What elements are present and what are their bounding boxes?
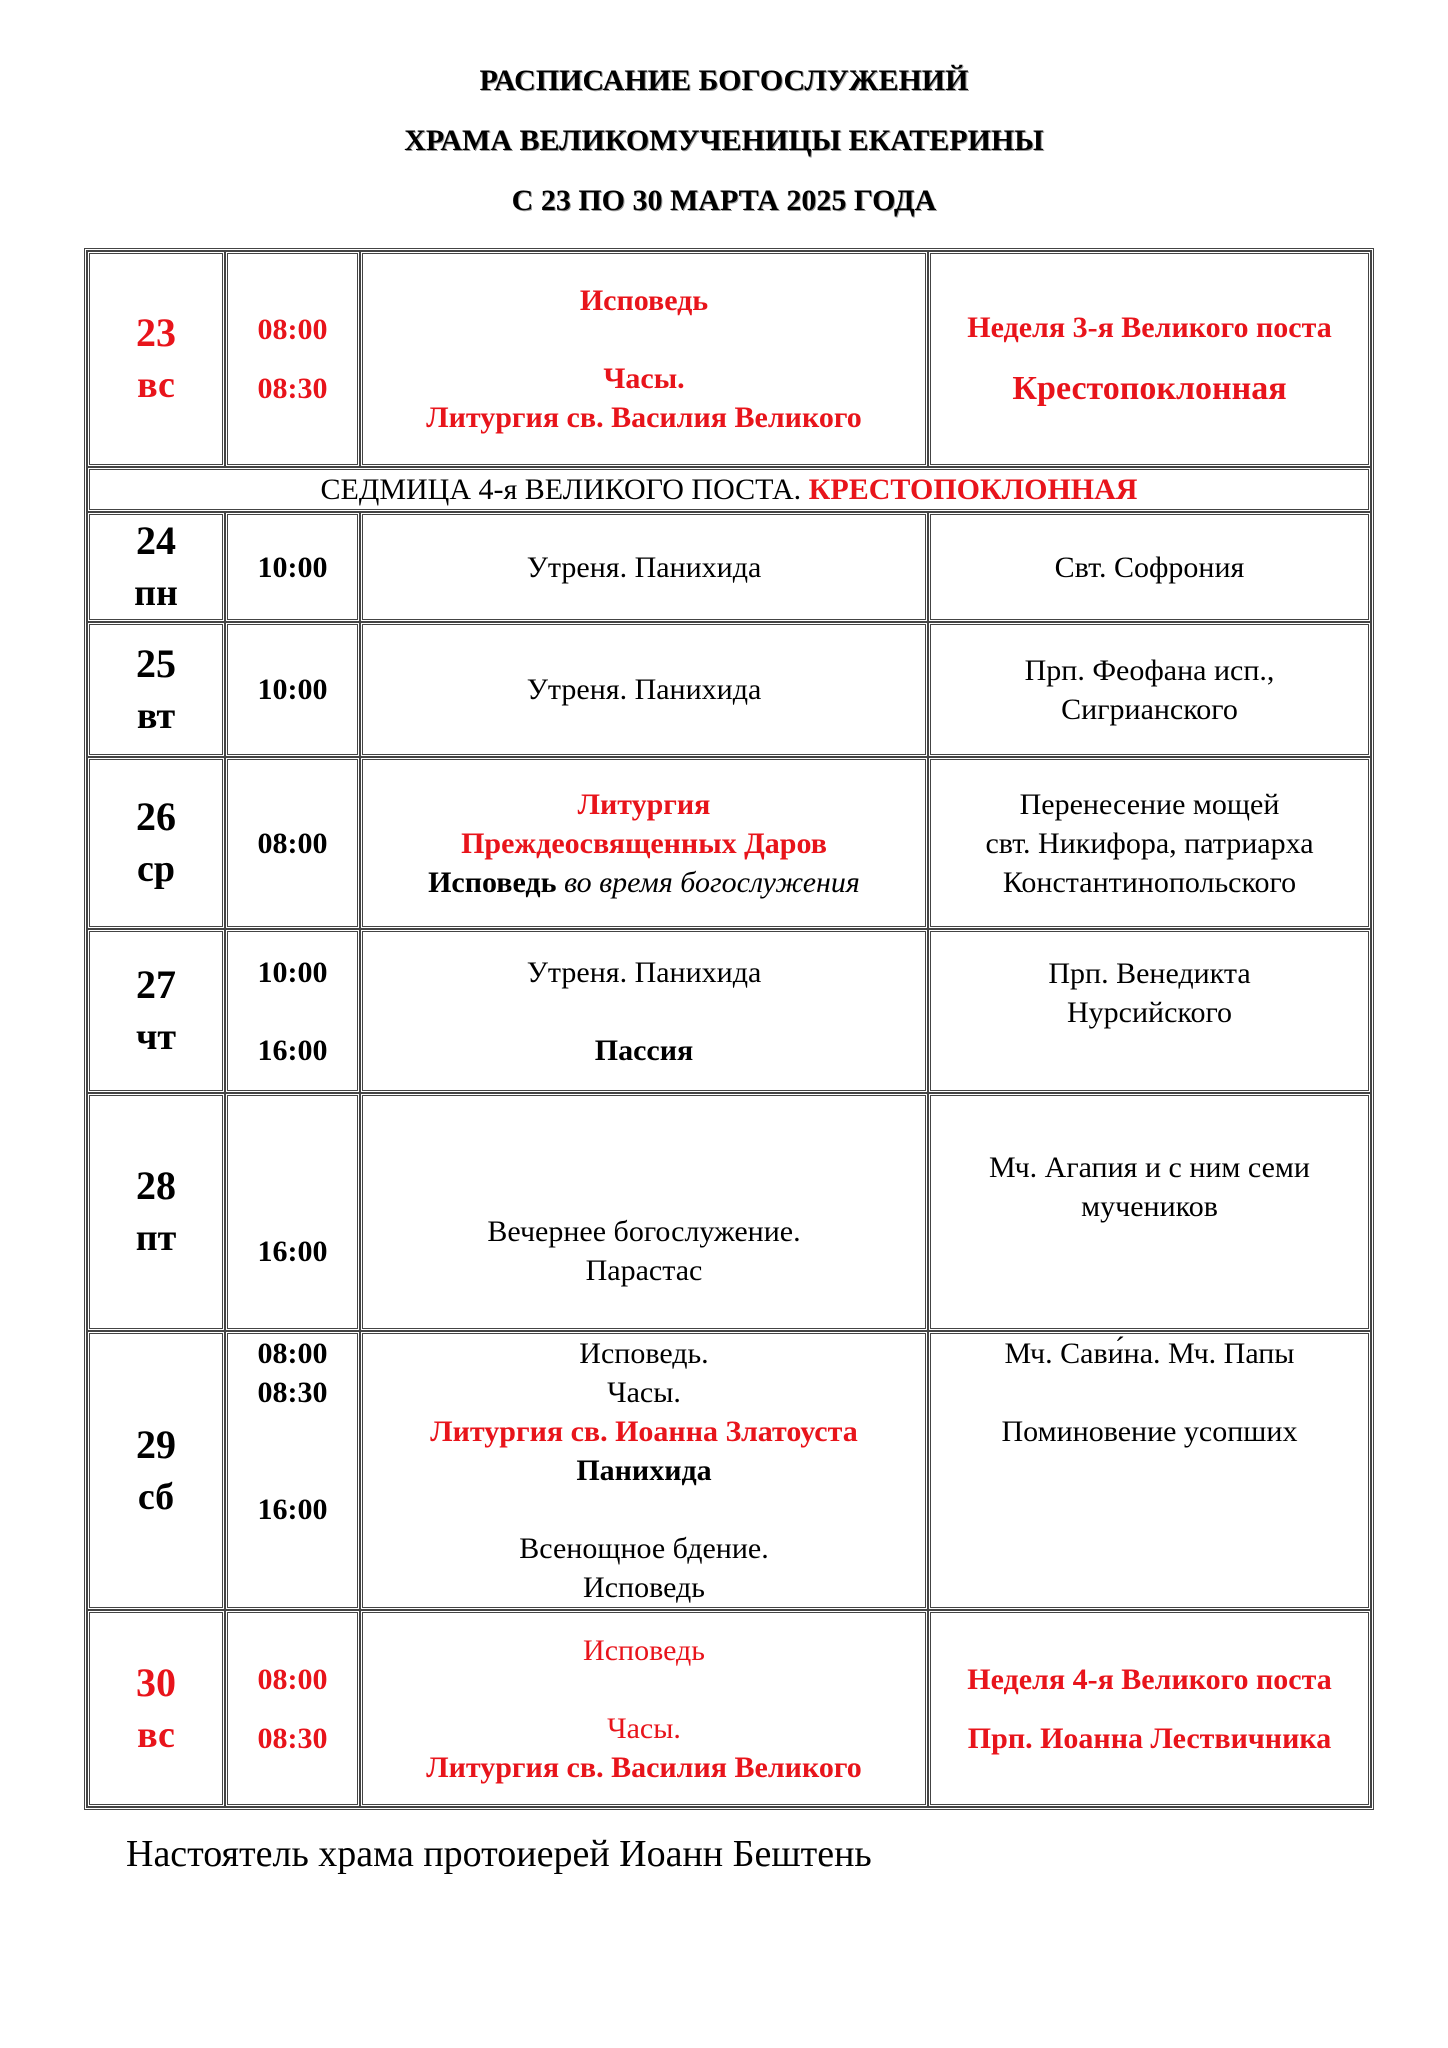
feast-cell bbox=[928, 622, 1371, 757]
day-cell bbox=[87, 251, 225, 467]
weekday: ср bbox=[137, 848, 175, 890]
rector-signature: Настоятель храма протоиерей Иоанн Бештень bbox=[126, 1833, 872, 1875]
service-line bbox=[363, 863, 925, 902]
time-value: 16:00 bbox=[257, 1234, 328, 1268]
weekday: вс bbox=[137, 364, 175, 406]
feast-cell bbox=[928, 512, 1371, 622]
time-value: 08:30 bbox=[257, 1721, 328, 1755]
service-line: Литургия св. Иоанна Златоуста bbox=[430, 1415, 858, 1448]
schedule-row-25 bbox=[87, 622, 1371, 757]
time-cell bbox=[225, 929, 360, 1093]
service-cell bbox=[360, 622, 928, 757]
feast-line: Неделя 4-я Великого поста bbox=[967, 1662, 1332, 1696]
time-value: 16:00 bbox=[257, 1033, 328, 1067]
day-cell bbox=[87, 1331, 225, 1610]
service-line: Вечернее богослужение. bbox=[487, 1215, 801, 1248]
service-line: Исповедь bbox=[583, 1571, 705, 1604]
time-value: 08:30 bbox=[257, 1376, 328, 1409]
time-cell bbox=[225, 757, 360, 929]
day-number: 25 bbox=[136, 640, 176, 686]
time-cell bbox=[225, 1610, 360, 1807]
title-line-2: ХРАМА ВЕЛИКОМУЧЕНИЦЫ ЕКАТЕРИНЫ bbox=[404, 124, 1044, 157]
day-cell bbox=[87, 757, 225, 929]
schedule-row-30 bbox=[87, 1610, 1371, 1807]
service-line: Утреня. Панихида bbox=[526, 955, 762, 989]
feast-cell bbox=[928, 757, 1371, 929]
day-cell bbox=[87, 512, 225, 622]
title-line-1: РАСПИСАНИЕ БОГОСЛУЖЕНИЙ bbox=[479, 64, 969, 97]
time-value: 08:00 bbox=[257, 1662, 328, 1696]
feast-line: Прп. Феофана исп., bbox=[1024, 653, 1275, 687]
feast-line: Поминовение усопших bbox=[1001, 1415, 1298, 1448]
feast-cell bbox=[928, 929, 1371, 1093]
service-cell bbox=[360, 1093, 928, 1331]
feast-line: мучеников bbox=[1081, 1190, 1218, 1223]
time-value: 10:00 bbox=[257, 955, 328, 989]
day-number: 29 bbox=[136, 1421, 176, 1467]
time-value: 08:00 bbox=[257, 826, 328, 860]
feast-line: Сигрианского bbox=[1061, 692, 1238, 726]
service-cell bbox=[360, 251, 928, 467]
service-line: Всенощное бдение. bbox=[519, 1532, 769, 1565]
service-line: Часы. bbox=[607, 1376, 681, 1409]
week-name: КРЕСТОПОКЛОННАЯ bbox=[808, 473, 1138, 506]
feast-cell bbox=[928, 1093, 1371, 1331]
weekday: сб bbox=[137, 1475, 175, 1518]
week-header-cell bbox=[87, 467, 1371, 512]
time-cell bbox=[225, 512, 360, 622]
service-line: Парастас bbox=[585, 1254, 703, 1287]
feast-line: Свт. Софрония bbox=[1054, 550, 1245, 584]
service-line: Литургия св. Василия Великого bbox=[426, 401, 862, 434]
feast-line: свт. Никифора, патриарха bbox=[985, 826, 1314, 860]
day-number: 24 bbox=[136, 518, 176, 563]
time-value: 08:00 bbox=[257, 313, 328, 346]
day-cell bbox=[87, 1610, 225, 1807]
feast-line: Мч. Агапия и с ним семи bbox=[989, 1151, 1310, 1184]
confession-label: Исповедь bbox=[428, 865, 557, 899]
day-number: 26 bbox=[136, 794, 176, 839]
time-value: 10:00 bbox=[257, 550, 328, 584]
feast-line: Нурсийского bbox=[1066, 996, 1232, 1029]
weekday: вт bbox=[136, 694, 176, 737]
day-number: 23 bbox=[136, 310, 176, 355]
time-cell bbox=[225, 622, 360, 757]
service-line: Утреня. Панихида bbox=[526, 673, 762, 706]
day-number: 28 bbox=[136, 1163, 176, 1208]
schedule-row-27 bbox=[87, 929, 1371, 1093]
service-line: Преждеосвященных Даров bbox=[461, 826, 827, 860]
schedule-row-24 bbox=[87, 512, 1371, 622]
service-cell bbox=[360, 1331, 928, 1610]
feast-line: Перенесение мощей bbox=[1019, 787, 1280, 821]
time-cell bbox=[225, 251, 360, 467]
feast-line: Константинопольского bbox=[1002, 865, 1297, 899]
schedule-row-26 bbox=[87, 757, 1371, 929]
day-number: 27 bbox=[136, 962, 176, 1007]
time-value: 08:00 bbox=[257, 1337, 328, 1370]
day-cell bbox=[87, 929, 225, 1093]
time-value: 10:00 bbox=[257, 673, 328, 706]
service-cell bbox=[360, 757, 928, 929]
feast-line: Неделя 3-я Великого поста bbox=[967, 310, 1332, 344]
schedule-row-23 bbox=[87, 251, 1371, 467]
service-line: Утреня. Панихида bbox=[526, 550, 762, 584]
weekday: пн bbox=[134, 572, 178, 614]
service-line: Исповедь bbox=[583, 1633, 705, 1667]
time-cell bbox=[225, 1331, 360, 1610]
time-value: 08:30 bbox=[257, 372, 328, 405]
service-line: Часы. bbox=[603, 362, 685, 395]
day-cell bbox=[87, 1093, 225, 1331]
document-header bbox=[0, 66, 1448, 246]
service-line: Литургия св. Василия Великого bbox=[426, 1750, 862, 1784]
schedule-row-29 bbox=[87, 1331, 1371, 1610]
weekday: чт bbox=[135, 1016, 177, 1058]
service-line: Литургия bbox=[577, 787, 711, 821]
service-line: Часы. bbox=[607, 1711, 681, 1745]
time-value: 16:00 bbox=[257, 1493, 328, 1526]
confession-note: во время богослужения bbox=[563, 865, 860, 899]
service-cell bbox=[360, 1610, 928, 1807]
weekday: пт bbox=[135, 1217, 177, 1259]
service-cell bbox=[360, 512, 928, 622]
time-cell bbox=[225, 1093, 360, 1331]
service-line: Исповедь. bbox=[579, 1337, 709, 1370]
day-cell bbox=[87, 622, 225, 757]
weekday: вс bbox=[137, 1713, 175, 1756]
feast-line: Крестопоклонная bbox=[1012, 369, 1287, 407]
feast-line: Мч. Сави́на. Мч. Папы bbox=[1004, 1337, 1295, 1370]
service-cell bbox=[360, 929, 928, 1093]
feast-cell bbox=[928, 1610, 1371, 1807]
service-line: Пассия bbox=[594, 1033, 694, 1067]
feast-cell bbox=[928, 1331, 1371, 1610]
schedule-row-28 bbox=[87, 1093, 1371, 1331]
week-prefix: СЕДМИЦА 4-я ВЕЛИКОГО ПОСТА. bbox=[320, 473, 802, 506]
feast-line: Прп. Венедикта bbox=[1048, 957, 1251, 990]
day-number: 30 bbox=[136, 1659, 176, 1705]
service-line: Панихида bbox=[576, 1454, 712, 1487]
week-header-row bbox=[87, 467, 1371, 512]
schedule-table bbox=[84, 248, 1374, 1810]
service-line: Исповедь bbox=[579, 284, 709, 317]
title-line-3: С 23 ПО 30 МАРТА 2025 ГОДА bbox=[511, 184, 937, 217]
feast-cell bbox=[928, 251, 1371, 467]
feast-line: Прп. Иоанна Лествичника bbox=[967, 1721, 1332, 1755]
